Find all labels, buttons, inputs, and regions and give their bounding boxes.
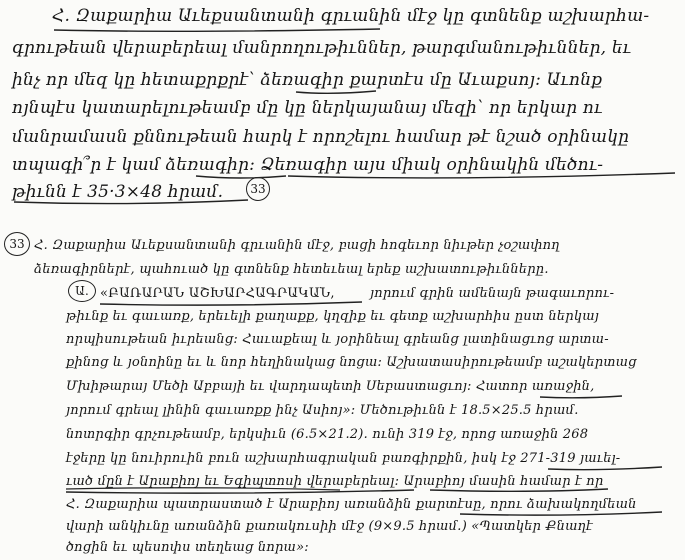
paragraph-line: թիւնն է 35·3×48 հրամ․ (12, 182, 224, 202)
footnote-line: ձեռագիրներէ, պահուած կը գտնենք հետեւեալ երեք աշխատութիւնները․ (34, 262, 549, 277)
item-a-line: թիւնք եւ գաւառք, երեւելի քաղաքք, կղզիք եւ գետք աշխարհիս ըստ ներկայ (66, 309, 599, 324)
footnote-line: Հ․ Զաքարիա Աւեքսանտանի գրւանին մէջ, բացի հոգեւոր նիւթեր չօշափող (34, 238, 560, 253)
paragraph-line: Հ․ Զաքարիա Աւեքսանտանի գրւանին մէջ կը գտնենք աշխարհա- (52, 6, 650, 26)
footnote-number-mark: 33 (4, 232, 30, 256)
paragraph-line: ոյնպէս կատարելութեամբ մը կը ներկայանայ մեզի՝ որ երկար ու (12, 98, 603, 118)
underline-stroke (540, 396, 622, 398)
underline-stroke (66, 490, 414, 493)
underline-stroke (100, 302, 362, 305)
paragraph-line: տպագի՞ր է կամ ձեռագիր: Ձեռագիր այս միակ օրինակին մեծու- (12, 155, 604, 175)
underline-stroke (14, 200, 248, 204)
item-a-line: քինոց և յօնոինը եւ և նոր հեղինակաց նոցա: Աշխատասիրութեամբ աշակերտաց (66, 355, 637, 370)
underline-stroke (460, 512, 662, 515)
paragraph-line: ինչ որ մեզ կը հետաքրքրէ՝ ձեռագիր քարտէս մը Աւաքսոյ: Աւոնք (12, 70, 603, 90)
item-a-line: որպիսութեան իւրեանց: Հաւաքեալ և յօրինեալ գրեանց լատինացւոց արտա- (66, 332, 609, 347)
item-a-title: «ԲԱՌԱՐԱՆ ԱՇԽԱՐՀԱԳՐԱԿԱՆ, (100, 286, 335, 301)
underline-stroke (430, 489, 608, 491)
item-a-line: Հ․ Զաքարիա պատրաստած է Արաբիոյ առանձին քարտէսը, որու ձախակողմեան (66, 497, 637, 512)
underline-stroke (296, 91, 376, 93)
underline-stroke (54, 29, 380, 31)
item-a-line: ծոցին եւ պեսոփս տեղեաց նորա»: (66, 540, 309, 555)
item-a-line: ւած մըն է Արաբիոյ եւ Եգիպտոսի վերաբերեալ: Արաբիոյ մասին համար է որ (66, 474, 604, 489)
footnote-reference-mark: 33 (246, 177, 270, 201)
underline-stroke (288, 173, 675, 178)
item-a-label: Ա․ (68, 280, 96, 302)
item-a-line: յորում գրեալ լինին գաւառքք ինչ Ասիոյ»: Մեծութիւնն է 18.5×25.5 հրամ․ (66, 403, 579, 418)
paragraph-line: մանրամասն քննութեան հարկ է որոշելու համար թէ նշած օրինակը (12, 127, 630, 147)
item-a-line: նոտրգիր գրչութեամբ, երկսիւն (6.5×21.2)․ ունի 319 էջ, որոց առաջին 268 (66, 427, 589, 442)
underline-stroke (196, 176, 286, 178)
item-a-line: Մխիթարայ Մեծի Աբբայի եւ վարդապետի Սեբաստացւոյ: Հատոր առաջին, (66, 379, 595, 394)
item-a-line: վարի անկիւնը առանձին քառակուսիի մէջ (9×9.5 հրամ․) «Պատկեր Քնաղէ (66, 519, 593, 534)
paragraph-line: գրութեան վերաբերեալ մանրողութիւններ, թարգմանութիւններ, եւ (12, 38, 632, 58)
underline-stroke (66, 488, 340, 490)
underline-stroke (548, 467, 662, 470)
item-a-line: յորում գրին ամենայն թագաւորու- (370, 286, 615, 301)
item-a-line: էջերը կը նուիրուին բուն աշխարհագրական բառգիրքին, իսկ էջ 271-319 յաւել- (66, 451, 621, 466)
